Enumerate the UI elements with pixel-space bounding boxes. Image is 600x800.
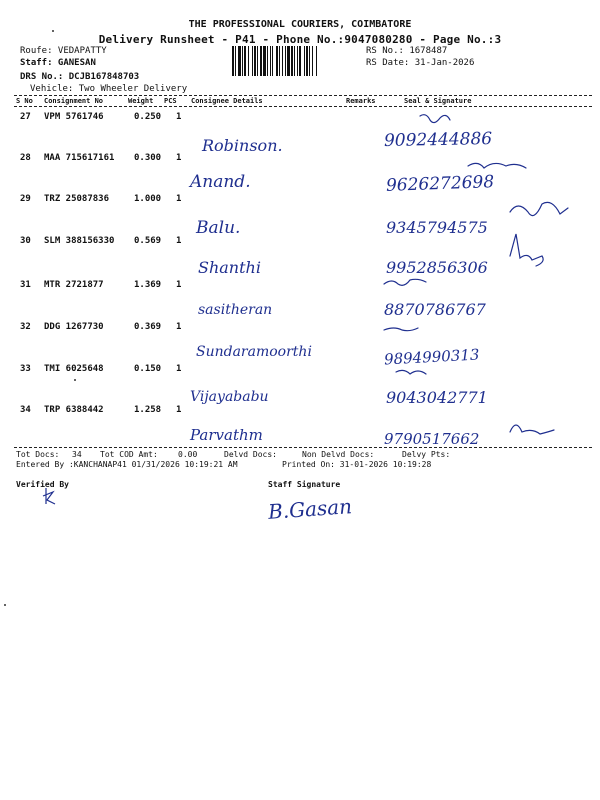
row-weight: 1.369 [134, 280, 162, 290]
consignee-phone: 9345794575 [386, 218, 488, 237]
verified-by-signature [40, 486, 60, 508]
barcode-bar [238, 46, 241, 76]
barcode-bar [263, 46, 266, 76]
barcode-bar [287, 46, 290, 76]
barcode-bar [297, 46, 298, 76]
row-sno: 31 [20, 280, 31, 290]
tot-docs-label: Tot Docs: [16, 450, 60, 459]
printed-on: Printed On: 31-01-2026 10:19:28 [282, 460, 432, 469]
row-weight: 0.369 [134, 322, 162, 332]
row-consignment: SLM 388156330 [44, 236, 115, 246]
barcode-bar [279, 46, 280, 76]
route-label: Roufe: VEDAPATTY [20, 46, 107, 56]
row-pcs: 1 [176, 194, 182, 204]
barcode-bar [291, 46, 293, 76]
row-weight: 0.300 [134, 153, 162, 163]
row-pcs: 1 [176, 322, 182, 332]
barcode-bar [242, 46, 243, 76]
entered-by: Entered By :KANCHANAP41 01/31/2026 10:19:21 AM [16, 460, 238, 469]
delvy-pts-label: Delvy Pts: [402, 450, 451, 459]
row-sno: 29 [20, 194, 31, 204]
consignee-phone: 9092444886 [383, 129, 493, 151]
tot-cod-value: 0.00 [178, 450, 198, 459]
tot-cod-label: Tot COD Amt: [100, 450, 158, 459]
consignee-name: sasitheran [198, 302, 273, 318]
row-pcs: 1 [176, 364, 182, 374]
barcode-bar [312, 46, 313, 76]
barcode-bar [276, 46, 278, 76]
row-sno: 33 [20, 364, 31, 374]
row-pcs: 1 [176, 153, 182, 163]
footer-rule [14, 447, 592, 448]
consignee-phone: 9952856306 [386, 258, 488, 277]
scan-speck [74, 379, 76, 381]
barcode-bar [304, 46, 305, 76]
delvd-docs-label: Delvd Docs: [224, 450, 277, 459]
barcode-bar [244, 46, 246, 76]
rs-date: RS Date: 31-Jan-2026 [366, 58, 475, 68]
barcode-bar [294, 46, 295, 76]
row-weight: 1.000 [134, 194, 162, 204]
barcode [232, 46, 358, 76]
barcode-bar [306, 46, 308, 76]
barcode-bar [235, 46, 236, 76]
signature-scribble [420, 115, 450, 123]
row-sno: 32 [20, 322, 31, 332]
verified-by-label: Verified By [16, 480, 69, 489]
rs-number: RS No.: 1678487 [366, 46, 448, 56]
col-pcs: PCS [164, 97, 177, 105]
row-weight: 0.250 [134, 112, 162, 122]
barcode-bar [232, 46, 234, 76]
barcode-bar [309, 46, 310, 76]
barcode-bar [252, 46, 253, 76]
barcode-bar [248, 46, 249, 76]
row-weight: 0.569 [134, 236, 162, 246]
barcode-bar [299, 46, 301, 76]
row-consignment: VPM 5761746 [44, 112, 104, 122]
scan-speck [52, 30, 54, 32]
col-remarks: Remarks [346, 97, 376, 105]
consignee-name: Parvathm [190, 426, 263, 444]
header-rule-bottom [14, 106, 592, 107]
seal-signature-scribbles [360, 108, 600, 458]
signature-scribble [384, 328, 418, 331]
row-pcs: 1 [176, 236, 182, 246]
signature-scribble [396, 370, 426, 374]
consignee-phone: 9894990313 [383, 345, 480, 369]
consignee-phone: 9043042771 [386, 388, 488, 407]
consignee-phone: 9626272698 [385, 172, 495, 196]
row-weight: 0.150 [134, 364, 162, 374]
company-name: THE PROFESSIONAL COURIERS, COIMBATORE [188, 19, 412, 30]
row-sno: 28 [20, 153, 31, 163]
consignee-name: Balu. [196, 218, 241, 238]
row-consignment: TRZ 25087836 [44, 194, 110, 204]
tot-docs-value: 34 [72, 450, 82, 459]
col-weight: Weight [128, 97, 154, 105]
consignee-phone: 8870786767 [384, 300, 486, 319]
row-pcs: 1 [176, 405, 182, 415]
staff-signature-hand: B.Gasan [267, 494, 353, 524]
barcode-bar [260, 46, 262, 76]
barcode-bar [254, 46, 256, 76]
row-sno: 34 [20, 405, 31, 415]
staff-label: Staff: GANESAN [20, 58, 96, 68]
barcode-bar [270, 46, 271, 76]
row-sno: 27 [20, 112, 31, 122]
barcode-bar [267, 46, 268, 76]
vehicle-label: Vehicle: Two Wheeler Delivery [30, 84, 188, 94]
row-consignment: MTR 2721877 [44, 280, 104, 290]
consignee-name: Anand. [190, 172, 251, 192]
header-rule-top [14, 95, 592, 96]
consignee-name: Vijayababu [190, 389, 269, 405]
col-consignment: Consignment No [44, 97, 104, 105]
consignee-name: Robinson. [202, 136, 283, 155]
scan-speck [4, 604, 6, 606]
row-consignment: DDG 1267730 [44, 322, 104, 332]
row-pcs: 1 [176, 280, 182, 290]
col-seal-signature: Seal & Signature [404, 97, 472, 105]
row-pcs: 1 [176, 112, 182, 122]
col-sno: S No [16, 97, 33, 105]
barcode-bar [285, 46, 286, 76]
signature-scribble [510, 234, 543, 266]
row-consignment: TMI 6025648 [44, 364, 104, 374]
barcode-bar [316, 46, 317, 76]
signature-scribble [510, 425, 554, 434]
row-consignment: TRP 6388442 [44, 405, 104, 415]
staff-signature-label: Staff Signature [268, 480, 341, 489]
consignee-phone: 9790517662 [384, 430, 480, 448]
consignee-name: Sundaramoorthi [196, 344, 312, 360]
runsheet-title: Delivery Runsheet - P41 - Phone No.:9047080280 - Page No.:3 [98, 33, 502, 46]
col-consignee: Consignee Details [191, 97, 263, 105]
drs-number: DRS No.: DCJB167848703 [20, 72, 140, 82]
barcode-bar [282, 46, 283, 76]
signature-scribble [384, 279, 426, 285]
row-weight: 1.258 [134, 405, 162, 415]
consignee-name: Shanthi [198, 258, 261, 277]
barcode-bar [257, 46, 258, 76]
row-sno: 30 [20, 236, 31, 246]
non-delvd-docs-label: Non Delvd Docs: [302, 450, 375, 459]
signature-scribble [510, 202, 568, 215]
signature-scribble [468, 163, 526, 168]
barcode-bar [272, 46, 273, 76]
row-consignment: MAA 715617161 [44, 153, 115, 163]
